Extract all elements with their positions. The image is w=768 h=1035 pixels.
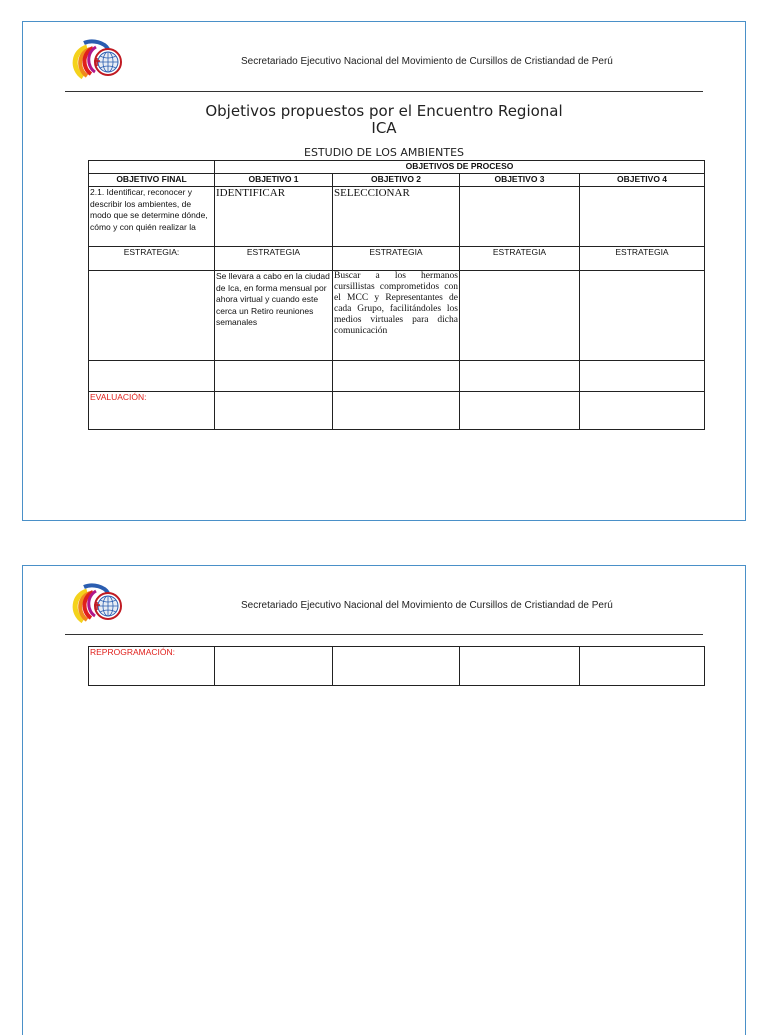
empty-row-cell (89, 361, 215, 392)
objective-3-text (460, 187, 580, 247)
strategy-header-1: ESTRATEGIA (215, 247, 333, 271)
strategy-header-2: ESTRATEGIA (333, 247, 460, 271)
objective-1-text: IDENTIFICAR (215, 187, 333, 247)
strategy-content-3 (460, 271, 580, 361)
header-divider (65, 91, 703, 92)
organization-header: Secretariado Ejecutivo Nacional del Movimiento de Cursillos de Cristiandad de Perú (241, 600, 613, 611)
cursillos-logo-icon (67, 39, 131, 87)
empty-row-cell (460, 361, 580, 392)
strategy-header-3: ESTRATEGIA (460, 247, 580, 271)
strategy-content-1: Se llevara a cabo en la ciudad de Ica, en forma mensual por ahora virtual y cuando este cerca un Retiro reuniones semanales (215, 271, 333, 361)
column-header-objective-4: OBJETIVO 4 (580, 174, 705, 187)
empty-row-cell (580, 361, 705, 392)
column-header-objective-1: OBJETIVO 1 (215, 174, 333, 187)
strategy-content-2: Buscar a los hermanos cursillistas comprometidos con el MCC y Representantes de cada Grupo, facilitándoles los medios virtuales para dicha comunicación (333, 271, 460, 361)
empty-header-cell (89, 161, 215, 174)
reprogramming-cell (460, 647, 580, 686)
evaluation-cell (580, 392, 705, 430)
column-header-final: OBJETIVO FINAL (89, 174, 215, 187)
document-page-2 (22, 565, 746, 1035)
reprogramming-cell (580, 647, 705, 686)
reprogramming-cell (215, 647, 333, 686)
evaluation-cell (215, 392, 333, 430)
reprogramming-label: REPROGRAMACIÓN: (89, 647, 215, 686)
reprogramming-table (88, 646, 705, 686)
document-subtitle: ESTUDIO DE LOS AMBIENTES (304, 146, 464, 159)
reprogramming-cell (333, 647, 460, 686)
evaluation-cell (333, 392, 460, 430)
objective-2-text: SELECCIONAR (333, 187, 460, 247)
strategy-content-4 (580, 271, 705, 361)
document-title: Objetivos propuestos por el Encuentro Regional (205, 102, 563, 120)
strategy-label: ESTRATEGIA: (89, 247, 215, 271)
empty-row-cell (215, 361, 333, 392)
document-title-region: ICA (371, 119, 397, 137)
process-objectives-header: OBJETIVOS DE PROCESO (215, 161, 705, 174)
organization-header: Secretariado Ejecutivo Nacional del Movimiento de Cursillos de Cristiandad de Perú (241, 56, 613, 67)
evaluation-cell (460, 392, 580, 430)
objective-4-text (580, 187, 705, 247)
document-page-1 (22, 21, 746, 521)
column-header-objective-3: OBJETIVO 3 (460, 174, 580, 187)
header-divider (65, 634, 703, 635)
cursillos-logo-icon (67, 583, 131, 631)
strategy-content-final (89, 271, 215, 361)
strategy-header-4: ESTRATEGIA (580, 247, 705, 271)
objectives-table (88, 160, 705, 430)
empty-row-cell (333, 361, 460, 392)
column-header-objective-2: OBJETIVO 2 (333, 174, 460, 187)
evaluation-label: EVALUACIÓN: (89, 392, 215, 430)
final-objective-text: 2.1. Identificar, reconocer y describir los ambientes, de modo que se determine dónde, cómo y con quién realizar la (89, 187, 215, 247)
